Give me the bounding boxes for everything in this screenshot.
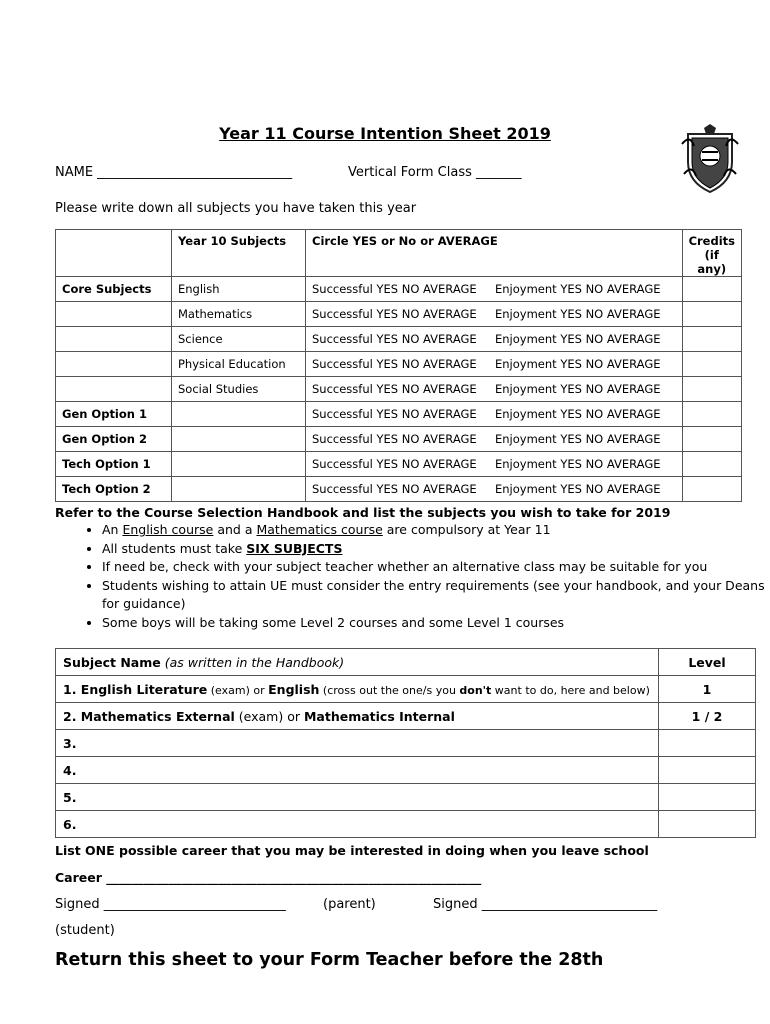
row-category: Gen Option 1 xyxy=(56,402,172,427)
career-prompt: List ONE possible career that you may be interested in doing when you leave school xyxy=(55,843,649,858)
row-category: Tech Option 2 xyxy=(56,477,172,502)
table-row xyxy=(56,402,742,427)
table-row xyxy=(56,757,756,784)
subject-name-header: Subject Name (as written in the Handbook) xyxy=(56,649,659,676)
table-row xyxy=(56,277,742,302)
enjoyment-text: Enjoyment YES NO AVERAGE xyxy=(495,307,661,321)
level-2: 1 / 2 xyxy=(659,703,756,730)
instructions-list xyxy=(55,521,770,632)
row-subject[interactable]: Physical Education xyxy=(172,352,306,377)
list-item: • An English course and a Mathematics course are compulsory at Year 11 xyxy=(102,521,770,540)
student-signature-field[interactable]: Signed ___________________________ xyxy=(433,897,658,912)
student-label: (student) xyxy=(55,923,115,938)
table-header-row xyxy=(56,649,756,676)
list-item: • All students must take SIX SUBJECTS xyxy=(102,540,770,559)
row-rating[interactable] xyxy=(306,452,683,477)
row-rating[interactable] xyxy=(306,477,683,502)
level-4[interactable] xyxy=(659,757,756,784)
subject-choice-6[interactable]: 6. xyxy=(56,811,659,838)
row-credits[interactable] xyxy=(682,352,741,377)
name-field[interactable]: NAME ______________________________ xyxy=(55,165,293,180)
table-row xyxy=(56,811,756,838)
form-class-field[interactable]: Vertical Form Class _______ xyxy=(348,165,522,180)
table-row xyxy=(56,377,742,402)
parent-label: (parent) xyxy=(323,897,376,912)
enjoyment-text: Enjoyment YES NO AVERAGE xyxy=(495,407,661,421)
row-credits[interactable] xyxy=(682,402,741,427)
header-year10: Year 10 Subjects xyxy=(172,230,306,277)
return-instruction: Return this sheet to your Form Teacher before the 28th xyxy=(55,950,604,970)
row-category: Tech Option 1 xyxy=(56,452,172,477)
header-credits: Credits (if any) xyxy=(682,230,741,277)
successful-text: Successful YES NO AVERAGE xyxy=(312,382,477,396)
successful-text: Successful YES NO AVERAGE xyxy=(312,432,477,446)
level-header: Level xyxy=(659,649,756,676)
successful-text: Successful YES NO AVERAGE xyxy=(312,332,477,346)
table-row xyxy=(56,703,756,730)
table-row xyxy=(56,302,742,327)
list-item: • If need be, check with your subject teacher whether an alternative class may be suitable for you xyxy=(102,558,770,577)
table-row xyxy=(56,352,742,377)
row-subject[interactable]: English xyxy=(172,277,306,302)
header-circle: Circle YES or No or AVERAGE xyxy=(306,230,683,277)
row-subject[interactable] xyxy=(172,477,306,502)
successful-text: Successful YES NO AVERAGE xyxy=(312,282,477,296)
subject-choice-3[interactable]: 3. xyxy=(56,730,659,757)
table-row xyxy=(56,730,756,757)
row-credits[interactable] xyxy=(682,427,741,452)
successful-text: Successful YES NO AVERAGE xyxy=(312,307,477,321)
intro-text: Please write down all subjects you have taken this year xyxy=(55,201,417,216)
row-subject[interactable]: Science xyxy=(172,327,306,352)
row-subject[interactable] xyxy=(172,402,306,427)
row-category: Gen Option 2 xyxy=(56,427,172,452)
list-item: • Students wishing to attain UE must consider the entry requirements (see your handbook, and your Deans for guidance) xyxy=(102,577,770,614)
subject-choice-2[interactable]: 2. Mathematics External (exam) or Mathematics Internal xyxy=(56,703,659,730)
table-row xyxy=(56,427,742,452)
row-rating[interactable] xyxy=(306,352,683,377)
enjoyment-text: Enjoyment YES NO AVERAGE xyxy=(495,482,661,496)
row-category xyxy=(56,352,172,377)
enjoyment-text: Enjoyment YES NO AVERAGE xyxy=(495,382,661,396)
enjoyment-text: Enjoyment YES NO AVERAGE xyxy=(495,282,661,296)
row-subject[interactable] xyxy=(172,427,306,452)
row-rating[interactable] xyxy=(306,377,683,402)
row-rating[interactable] xyxy=(306,427,683,452)
row-credits[interactable] xyxy=(682,277,741,302)
row-credits[interactable] xyxy=(682,377,741,402)
row-rating[interactable] xyxy=(306,302,683,327)
successful-text: Successful YES NO AVERAGE xyxy=(312,357,477,371)
row-credits[interactable] xyxy=(682,452,741,477)
list-item: • Some boys will be taking some Level 2 courses and some Level 1 courses xyxy=(102,614,770,633)
subject-choice-4[interactable]: 4. xyxy=(56,757,659,784)
enjoyment-text: Enjoyment YES NO AVERAGE xyxy=(495,332,661,346)
level-3[interactable] xyxy=(659,730,756,757)
table-row xyxy=(56,784,756,811)
enjoyment-text: Enjoyment YES NO AVERAGE xyxy=(495,432,661,446)
table-row xyxy=(56,676,756,703)
parent-signature-field[interactable]: Signed ____________________________ xyxy=(55,897,286,912)
header-blank xyxy=(56,230,172,277)
subject-choice-5[interactable]: 5. xyxy=(56,784,659,811)
table-row xyxy=(56,452,742,477)
subject-choice-1[interactable]: 1. English Literature (exam) or English (cross out the one/s you don't want to do, here and below) xyxy=(56,676,659,703)
level-1: 1 xyxy=(659,676,756,703)
row-category xyxy=(56,302,172,327)
successful-text: Successful YES NO AVERAGE xyxy=(312,482,477,496)
table-row xyxy=(56,327,742,352)
level-6[interactable] xyxy=(659,811,756,838)
row-rating[interactable] xyxy=(306,327,683,352)
row-subject[interactable]: Mathematics xyxy=(172,302,306,327)
refer-heading: Refer to the Course Selection Handbook and list the subjects you wish to take for 2019 xyxy=(55,505,671,520)
row-category xyxy=(56,377,172,402)
successful-text: Successful YES NO AVERAGE xyxy=(312,407,477,421)
successful-text: Successful YES NO AVERAGE xyxy=(312,457,477,471)
table-row xyxy=(56,477,742,502)
row-credits[interactable] xyxy=(682,302,741,327)
page-title: Year 11 Course Intention Sheet 2019 xyxy=(219,124,551,143)
row-credits[interactable] xyxy=(682,327,741,352)
row-subject[interactable] xyxy=(172,452,306,477)
row-category xyxy=(56,327,172,352)
school-crest-icon xyxy=(680,124,740,196)
row-subject[interactable]: Social Studies xyxy=(172,377,306,402)
enjoyment-text: Enjoyment YES NO AVERAGE xyxy=(495,357,661,371)
level-5[interactable] xyxy=(659,784,756,811)
subjects-taken-table xyxy=(55,229,742,502)
row-rating[interactable] xyxy=(306,402,683,427)
subject-choice-table xyxy=(55,648,756,838)
row-category: Core Subjects xyxy=(56,277,172,302)
enjoyment-text: Enjoyment YES NO AVERAGE xyxy=(495,457,661,471)
career-field[interactable]: Career ____________________________________________________________ xyxy=(55,870,482,885)
row-credits[interactable] xyxy=(682,477,741,502)
row-rating[interactable] xyxy=(306,277,683,302)
